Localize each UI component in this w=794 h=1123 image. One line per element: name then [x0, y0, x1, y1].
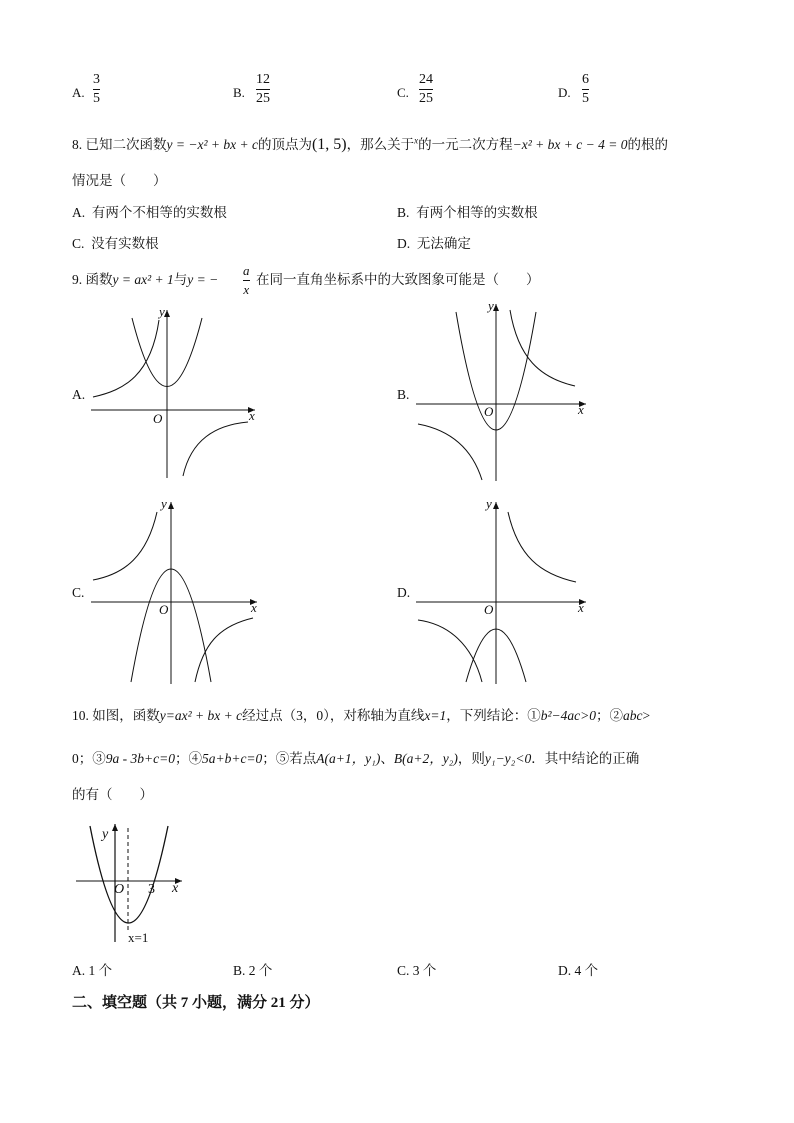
- q10-figure: [72, 820, 212, 950]
- formula: abc: [622, 708, 643, 723]
- option-text: 无法确定: [416, 236, 471, 251]
- option-text: 1 个: [88, 963, 113, 978]
- q7-option-c-letter: C.: [397, 85, 409, 100]
- q8-option-d[interactable]: [397, 235, 471, 253]
- option-letter: B.: [233, 963, 246, 978]
- option-text: 没有实数根: [91, 236, 159, 251]
- q8-option-b[interactable]: [397, 204, 538, 222]
- text: ；⑤若点: [262, 751, 317, 766]
- formula: 5a+b+c=0: [201, 751, 263, 766]
- text: 、: [380, 751, 394, 766]
- q7-option-d-letter: D.: [558, 85, 571, 100]
- q9-graph-b: [410, 298, 600, 483]
- option-text: 3 个: [412, 963, 437, 978]
- q8-option-c[interactable]: [72, 235, 159, 253]
- q10-stem-line1: [72, 707, 650, 725]
- text: 经过点（3，0），对称轴为直线: [242, 708, 425, 723]
- q9-graph-a-label[interactable]: A.: [72, 387, 86, 402]
- origin-label: O: [484, 404, 494, 419]
- q9-graph-c: [85, 496, 265, 686]
- option-text: 4 个: [574, 963, 599, 978]
- hyperbola-branch-right: [195, 618, 253, 682]
- question-number: 9.: [72, 272, 83, 287]
- text: ，下列结论：①: [446, 708, 541, 723]
- origin-label: O: [159, 602, 169, 617]
- formula: y = ax² + 1: [112, 272, 174, 287]
- question-number: 10.: [72, 708, 89, 723]
- hyperbola-branch-right: [510, 310, 575, 386]
- y-axis-label: y: [486, 496, 492, 511]
- hyperbola-branch-right: [183, 422, 248, 476]
- formula: x=1: [424, 708, 447, 723]
- y-axis-arrow: [493, 502, 499, 509]
- text: 函数: [85, 272, 113, 287]
- y-axis-label: y: [102, 827, 109, 842]
- x-axis-label: x: [249, 408, 255, 423]
- text: ，则: [457, 751, 485, 766]
- option-letter: A.: [72, 963, 86, 978]
- y-axis-arrow: [168, 502, 174, 509]
- q9-fraction-a-over-x: [243, 263, 250, 298]
- q9-graph-c-label[interactable]: C.: [72, 585, 85, 600]
- text: ．其中结论的正确: [531, 751, 640, 766]
- text: 的一元二次方程: [418, 137, 513, 152]
- option-text: 有两个不相等的实数根: [91, 205, 227, 220]
- option-letter: D.: [558, 963, 572, 978]
- text: ；④: [174, 751, 202, 766]
- q10-stem-line2: [72, 750, 639, 768]
- q7-option-c-fraction: [419, 72, 433, 107]
- numerator: 6: [582, 72, 589, 87]
- q7-option-b-letter: B.: [233, 85, 245, 100]
- hyperbola-branch-right: [508, 512, 576, 582]
- section-heading: 二、填空题（共 7 小题，满分 21 分）: [72, 995, 320, 1011]
- text: 与: [173, 272, 188, 287]
- vertex: (1, 5): [311, 136, 347, 153]
- origin-label: O: [484, 602, 494, 617]
- option-text: 有两个相等的实数根: [416, 205, 538, 220]
- formula-lhs: y = −: [187, 272, 219, 287]
- q10-option-b[interactable]: [233, 962, 272, 980]
- q9-graph-a: [85, 300, 265, 480]
- q10-option-c[interactable]: [397, 962, 436, 980]
- numerator: 3: [93, 72, 100, 87]
- symmetry-axis-label: x=1: [128, 930, 149, 945]
- y-axis-label: y: [159, 304, 165, 319]
- x-axis-label: x: [172, 881, 179, 896]
- formula: 9a - 3b+c=0: [105, 751, 175, 766]
- text: 已知二次函数: [85, 137, 167, 152]
- option-letter: A.: [72, 205, 86, 220]
- option-letter: B.: [397, 205, 410, 220]
- q9-stem: [72, 271, 218, 289]
- point-a: A(a+1，y₁): [316, 751, 381, 766]
- x-axis-label: x: [578, 402, 584, 417]
- denominator: x: [243, 282, 250, 297]
- y-axis-label: y: [161, 496, 167, 511]
- q9-stem-tail: 在同一直角坐标系中的大致图象可能是（ ）: [256, 272, 540, 287]
- option-letter: D.: [397, 236, 411, 251]
- q8-stem-line2: 情况是（ ）: [72, 173, 167, 188]
- q8-stem-line1: [72, 136, 668, 154]
- point-b: B(a+2，y₂): [393, 751, 458, 766]
- hyperbola-branch-left: [418, 620, 482, 682]
- denominator: 5: [93, 91, 100, 106]
- option-letter: C.: [397, 963, 410, 978]
- q9-graph-d-label[interactable]: D.: [397, 585, 411, 600]
- option-text: 2 个: [248, 963, 273, 978]
- origin-label: O: [114, 882, 125, 897]
- numerator: a: [243, 263, 250, 278]
- text: >: [642, 708, 651, 723]
- denominator: 25: [256, 91, 270, 106]
- option-letter: C.: [72, 236, 85, 251]
- denominator: 5: [582, 91, 589, 106]
- formula: y₁−y₂<0: [484, 751, 532, 766]
- formula: y=ax² + bx + c: [159, 708, 243, 723]
- x-axis-label: x: [251, 600, 257, 615]
- origin-label: O: [153, 411, 163, 426]
- text: ；②: [595, 708, 623, 723]
- q7-option-b-fraction: [256, 72, 270, 107]
- point-3-label: 3: [148, 882, 155, 897]
- q9-graph-d: [410, 496, 600, 686]
- q9-graph-b-label[interactable]: B.: [397, 387, 410, 402]
- hyperbola-branch-left: [93, 320, 159, 397]
- y-axis-label: y: [488, 298, 494, 313]
- y-axis-arrow: [112, 824, 118, 831]
- text: 的顶点为: [257, 137, 312, 152]
- q10-stem-line3: 的有（ ）: [72, 787, 153, 802]
- hyperbola-branch-left: [418, 424, 482, 480]
- text: 的根的: [627, 137, 668, 152]
- text: ，那么关于: [346, 137, 415, 152]
- equation: −x² + bx + c − 4 = 0: [512, 137, 628, 152]
- denominator: 25: [419, 91, 433, 106]
- y-axis-arrow: [493, 304, 499, 311]
- y-axis-arrow: [164, 310, 170, 317]
- question-number: 8.: [72, 137, 83, 152]
- q7-option-d-fraction: [582, 72, 589, 107]
- q10-option-a[interactable]: [72, 962, 112, 980]
- text: 0；③: [72, 751, 106, 766]
- q7-option-a-fraction: [93, 72, 100, 107]
- q8-option-a[interactable]: [72, 204, 227, 222]
- q7-option-a-letter: A.: [72, 85, 85, 100]
- x-axis-label: x: [578, 600, 584, 615]
- formula: b²−4ac>0: [540, 708, 596, 723]
- formula: y = −x² + bx + c: [166, 137, 258, 152]
- text: 如图，函数: [92, 708, 160, 723]
- q10-option-d[interactable]: [558, 962, 598, 980]
- hyperbola-branch-left: [93, 512, 157, 580]
- variable: x: [414, 135, 419, 146]
- numerator: 12: [256, 72, 270, 87]
- numerator: 24: [419, 72, 433, 87]
